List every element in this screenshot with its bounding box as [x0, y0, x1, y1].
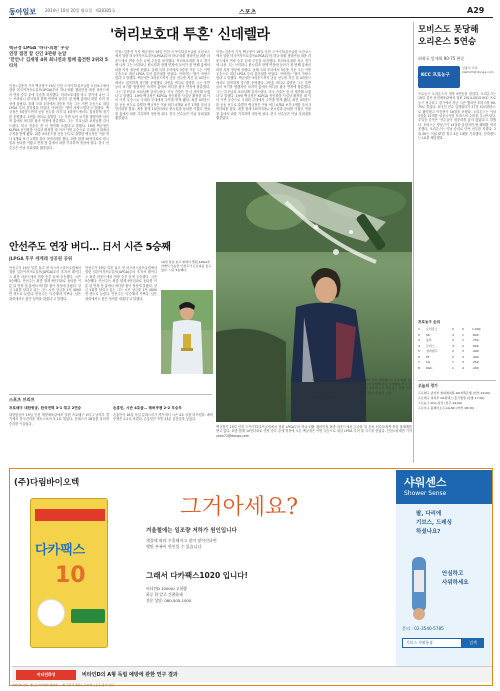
right-credit: 김종석 기자 kjs0123@donga.com [462, 66, 494, 74]
second-photo-caption: 19일 일본 효고 현에서 열린 JLPGA투어에서 우승한 안선주가 트로피를 들고 있다. 시즌 5승째다. [161, 260, 212, 272]
page-header [9, 4, 493, 18]
second-subhead: JLPGA 후쿠 세계레 성공원 공워 [9, 257, 73, 262]
section-name: 스포츠 [239, 9, 257, 16]
brief-1-title: 프로배구 대한항공, 한국전력 3-1 꺾고 2연승 [9, 406, 82, 410]
kcc-logo [418, 66, 460, 88]
ad-footer [12, 666, 492, 682]
ad-right [396, 470, 492, 666]
question-line: 하셨나요? [416, 529, 441, 535]
main-story-body-col-3: 인천=김종석 기자 백규정이 19일 인천 스카이72골프클럽 오션코스에서 열린 미국여자프로골프(LPGA)투어 하나·외환 챔피언십 최종 라운드에서 연장 승부 끝에 우승을 차지했다. 허리보호대를 차고 경기에 나선 그는 브리타니 린시컴과 함께 연장에 들어가 첫 번째 홀에서 파를 지켜 정상에 올랐다. 올해 국내 투어에서 3승을 거둔 그는 이번 우승으로 내년 LPGA 투어 출전권을 얻었다. 아버지는 '딸이 자랑스럽다'고 말했다. 백규정은 3라운드까지 공동 선두를 지킨 뒤 4라운드에서도 침착하게 경기를 운영했다. 2번홀 버디로 출발한 그는 후반 들어 보기를 범했지만 마지막 홀에서 버디를 잡아 연장에 합류했다. 그는 '부모님과 코치님께 감사드린다. 미국 진출은 좀 더 생각해 보겠다'고 말했다. 19세 백규정은 KLPGA 신인왕을 사실상 확정한 데 이어 이번 우승으로 국내외 무대에서 주목을 받게 됐다. 최종 4라운드를 공동 선두로 출발한 백규정은 이날 버디 4개와 보기 1개를 묶어 3언더파를 쳤다. 최종 합계 10언더파로 린시컴과 동타를 이뤘고 연장 첫 홀에서 파를 기록하며 정상에 섰다. 한국 선수들은 이날 상위권을 휩쓸었다. [216, 50, 311, 121]
right-subhead: 외곽포 앞세워 90-75 완승 [418, 56, 465, 61]
list-item: 비타민D 1000IU 고함량 [146, 586, 187, 591]
list-item: 프로배구 여자부 GS칼텍스-흥국생명 (장충·17:00) [418, 396, 485, 400]
lower-photo-caption-text: 백규정이 19일 인천 스카이72골프클럽에서 열린 LPGA투어 하나·외환 챔피언십 최종 라운드에서 우승한 뒤 동료 선수들에게 축하 물세례를 받고 있다. 최종 합계 10언더파로 연장 승부 끝에 정상에 오른 백규정은 이번 우승으로 내년 LPGA 투어 풀 시드를 얻었다. 인천=원대연 기자 yeon72@donga.com [216, 425, 412, 438]
answer-line: 안심하고 [442, 571, 464, 577]
ad-center-subhead: 겨울철에는 일조량 저하가 원인입니다 [146, 528, 237, 534]
ad-center-lines [146, 538, 376, 568]
product-number: 10 [55, 563, 86, 588]
pill-icon [37, 599, 65, 627]
table-row: 1 오리온스 5 0 1.000 [418, 327, 481, 331]
briefs-label: 스포츠 브리프 [9, 397, 35, 402]
schedule-divider [418, 380, 496, 381]
product-label-strip [71, 609, 105, 623]
section-divider [9, 394, 212, 395]
right-headline-line-2: 오리온스 5연승 [418, 37, 477, 47]
ad-footer-title: 비타민D의 A형 독립 예방에 관한 연구 결과 [82, 672, 178, 678]
schedule-label: 오늘의 경기 [418, 383, 438, 388]
table-row: 6 KT 2 3 .400 [418, 354, 479, 359]
ad-left-brand: (주)다림바이오텍 [14, 478, 80, 488]
right-headline-line-1: 모비스도 못당해 [418, 25, 479, 35]
list-item: 프로배구 남자부 현대캐피탈-OK저축은행 (천안·19:00) [418, 391, 491, 395]
list-item: 프로야구 플레이오프 LG-NC (마산·18:30) [418, 406, 475, 410]
ad-center-tagline: 그래서 다카팩스1020 입니다! [146, 571, 248, 580]
main-story-body-col-1: 인천=김종석 기자 백규정이 19일 인천 스카이72골프클럽 오션코스에서 열린 미국여자프로골프(LPGA)투어 하나·외환 챔피언십 최종 라운드에서 연장 승부 끝에 우승을 차지했다. 허리보호대를 차고 경기에 나선 그는 브리타니 린시컴과 함께 연장에 들어가 첫 번째 홀에서 파를 지켜 정상에 올랐다. 올해 국내 투어에서 3승을 거둔 그는 이번 우승으로 내년 LPGA 투어 출전권을 얻었다. 아버지는 '딸이 자랑스럽다'고 말했다. 백규정은 3라운드까지 공동 선두를 지킨 뒤 4라운드에서도 침착하게 경기를 운영했다. 2번홀 버디로 출발한 그는 후반 들어 보기를 범했지만 마지막 홀에서 버디를 잡아 연장에 합류했다. 그는 '부모님과 코치님께 감사드린다. 미국 진출은 좀 더 생각해 보겠다'고 말했다. 19세 백규정은 KLPGA 신인왕을 사실상 확정한 데 이어 이번 우승으로 국내외 무대에서 주목을 받게 됐다. 최종 4라운드를 공동 선두로 출발한 백규정은 이날 버디 4개와 보기 1개를 묶어 3언더파를 쳤다. 최종 합계 10언더파로 린시컴과 동타를 이뤘고 연장 첫 홀에서 파를 기록하며 정상에 섰다. 한국 선수들은 이날 상위권을 휩쓸었다. [9, 84, 109, 150]
table-row: 8 KGC 1 4 .200 [418, 365, 479, 370]
ad-center-points [146, 586, 376, 636]
main-story-body-col-2: 인천=김종석 기자 백규정이 19일 인천 스카이72골프클럽 오션코스에서 열린 미국여자프로골프(LPGA)투어 하나·외환 챔피언십 최종 라운드에서 연장 승부 끝에 우승을 차지했다. 허리보호대를 차고 경기에 나선 그는 브리타니 린시컴과 함께 연장에 들어가 첫 번째 홀에서 파를 지켜 정상에 올랐다. 올해 국내 투어에서 3승을 거둔 그는 이번 우승으로 내년 LPGA 투어 출전권을 얻었다. 아버지는 '딸이 자랑스럽다'고 말했다. 백규정은 3라운드까지 공동 선두를 지킨 뒤 4라운드에서도 침착하게 경기를 운영했다. 2번홀 버디로 출발한 그는 후반 들어 보기를 범했지만 마지막 홀에서 버디를 잡아 연장에 합류했다. 그는 '부모님과 코치님께 감사드린다. 미국 진출은 좀 더 생각해 보겠다'고 말했다. 19세 백규정은 KLPGA 신인왕을 사실상 확정한 데 이어 이번 우승으로 국내외 무대에서 주목을 받게 됐다. 최종 4라운드를 공동 선두로 출발한 백규정은 이날 버디 4개와 보기 1개를 묶어 3언더파를 쳤다. 최종 합계 10언더파로 린시컴과 동타를 이뤘고 연장 첫 홀에서 파를 기록하며 정상에 섰다. 한국 선수들은 이날 상위권을 휩쓸었다. [115, 50, 210, 121]
list-item: 하루 한 알로 간편하게 [146, 592, 183, 597]
standings-table [418, 327, 496, 375]
second-story-body-col-2: 안선주가 19일 일본 효고 현 마스터스골프클럽에서 열린 일본여자프로골프(JLPGA)투어 후지쓰 레이디스 최종 라운드에서 연장 승부 끝에 우승했다. 시즌 5승째다. 안선주는 최종 합계 9언더파로 동타를 이룬 뒤 연장 첫 홀에서 버디를 잡아 정상에 올랐다. 상금 1위를 달리고 있는 그는 시즌 상금을 1억 4000만 엔으로 늘렸다. 안선주는 '우승해서 기쁘다. 남은 대회에서도 좋은 성적을 내겠다'고 말했다. [85, 266, 157, 301]
table-row: 7 LG 1 3 .250 [418, 360, 479, 364]
main-lead [9, 46, 109, 82]
brief-2-title: 손흥민, 시즌 4호골… 레버쿠젠 2-2 무승부 [113, 406, 182, 410]
ad-right-banner [396, 470, 492, 504]
ad-right-search-box[interactable]: 기브스 샤워용품 [402, 638, 462, 648]
answer-line: 사워하세요 [442, 580, 469, 586]
table-row: 4 모비스 3 2 .600 [418, 343, 479, 348]
ad-left [12, 472, 124, 664]
product-name: 다카팩스 [35, 543, 86, 558]
right-story-body: 프로농구 오리온스가 개막 5연승을 달렸다. 오리온스는 19일 울산 동천체육관에서 열린 2014-2015 KCC 프로농구 정규리그 경기에서 지난 시즌 챔피언 모비스를 90-75로 꺾었다. 외국인 선수 길렌워터가 27점 10리바운드로 활약했고 이승현이 16점을 보탰다. 오리온스는 이날 3점슛 11개를 성공시키며 모비스의 수비를 무너뜨렸다. 추일승 감독은 '선수들이 집중력을 잃지 않았다'고 말했다. 모비스는 양동근이 14점을 올렸지만 팀 패배를 막지 못했다. 오리온스는 이날 승리로 단독 선두를 지켰다. 2위 SK는 이날 KT를 꺾고 4승 1패를 기록했다. 전자랜드는 LG를 제압했다. [418, 92, 496, 141]
second-photo [161, 290, 213, 374]
kcc-logo-text: KCC 프로농구 [421, 73, 450, 78]
brief-2-text: 손흥민이 18일 독일 분데스리가 경기에서 시즌 4호 골을 터뜨렸다. 레버쿠젠은 2-2로 비겼다. 손흥민은 후반 23분 동점골을 넣었다. [113, 413, 213, 422]
standings-title: 프로농구 순위 [418, 320, 441, 324]
lead-line-3: '맏언니' 김세영 4위 최나연과 함께 출전한 2위와 5타차 [9, 58, 108, 69]
newspaper-logo: 동아일보 [9, 8, 37, 16]
right-headline [418, 24, 496, 52]
second-story-body-col-1: 안선주가 19일 일본 효고 현 마스터스골프클럽에서 열린 일본여자프로골프(JLPGA)투어 후지쓰 레이디스 최종 라운드에서 연장 승부 끝에 우승했다. 시즌 5승째다. 안선주는 최종 합계 9언더파로 동타를 이룬 뒤 연장 첫 홀에서 버디를 잡아 정상에 올랐다. 상금 1위를 달리고 있는 그는 시즌 상금을 1억 4000만 엔으로 늘렸다. 안선주는 '우승해서 기쁘다. 남은 대회에서도 좋은 성적을 내겠다'고 말했다. [9, 266, 81, 301]
ad-footer-tag: 비타민D정 [16, 670, 76, 680]
ad-center [126, 472, 394, 664]
ad-right-search-button[interactable]: 검색 [462, 638, 484, 648]
ad-right-phone: 문의 : 02-3540-5785 [402, 626, 444, 631]
ad-right-brand: 샤워센스 [404, 476, 447, 488]
golfer-trophy-illustration [161, 290, 213, 374]
ad-right-brand-en: Shower Sense [404, 490, 447, 497]
list-item: 프로농구 KCC-삼성 (전주·19:00) [418, 401, 463, 405]
page-number: A29 [467, 6, 485, 15]
list-item: 전문 상담: 080-505-1000 [146, 598, 192, 603]
product-box [30, 498, 108, 648]
table-row: 5 전자랜드 2 3 .400 [418, 349, 479, 353]
ad-line: 햇빛 부족이 원인일 수 있습니다 [146, 544, 202, 549]
ad-right-answer [442, 570, 488, 594]
ad-disclaimer: 비타민D 함유 새로운 비타민D 영양제 — 뼈 건강과 골밀도 유지에 도움을 줄 수 있음 [12, 683, 115, 687]
question-line: 기브스, 드레싱 [416, 520, 452, 526]
table-row: 3 동부 3 1 .750 [418, 338, 479, 342]
table-row: 2 SK 4 1 .800 [418, 332, 479, 337]
brief-1-text: 대한항공이 19일 인천 계양체육관에서 열린 프로배구 V리그 남자부 경기에서 한국전력을 세트스코어 3-1로 꺾었다. 산체스가 28점을 올리며 승리를 이끌었다. [9, 413, 109, 426]
product-band [35, 509, 105, 521]
issue-number: 제28305호 [95, 8, 116, 13]
main-photo-caption: 백규정이 19일 인천 스카이72골프클럽에서 열린 LPGA투어 하나·외환 챔피언십 최종 라운드에서 우승한 뒤 동료 선수들에게 축하 물세례를 받고 있다. 최종 합계 10언더파로 연장 승부 끝에 정상에 오른 백규정은 이번 우승으로 내년 LPGA 투어 풀 시드를 얻었다. 인천=원대연 기자 yeon72@donga.com [312, 378, 412, 399]
ad-center-headline: 그거아세요? [180, 495, 299, 518]
question-line: 팔, 다리에 [416, 511, 442, 517]
second-headline: 안선주도 연장 버디… 日서 시즌 5승째 [9, 242, 171, 252]
column-divider [413, 22, 414, 463]
lead-line-1: 백규정 LPGA '하나·외환' 우승 [9, 46, 70, 51]
lead-line-2: 연장 접전 끝 신인 3관왕 눈앞 [9, 52, 67, 57]
ad-line: 계절에 따라 우울해지고 잠이 많아진다면 [146, 538, 217, 543]
ad-right-question [416, 510, 486, 544]
main-headline: '허리보호대 투혼' 신데렐라 [110, 27, 270, 43]
issue-date: 2014년 10월 20일 월요일 [45, 8, 93, 13]
schedule-list [418, 391, 496, 463]
arm-cast-icon [402, 552, 442, 622]
